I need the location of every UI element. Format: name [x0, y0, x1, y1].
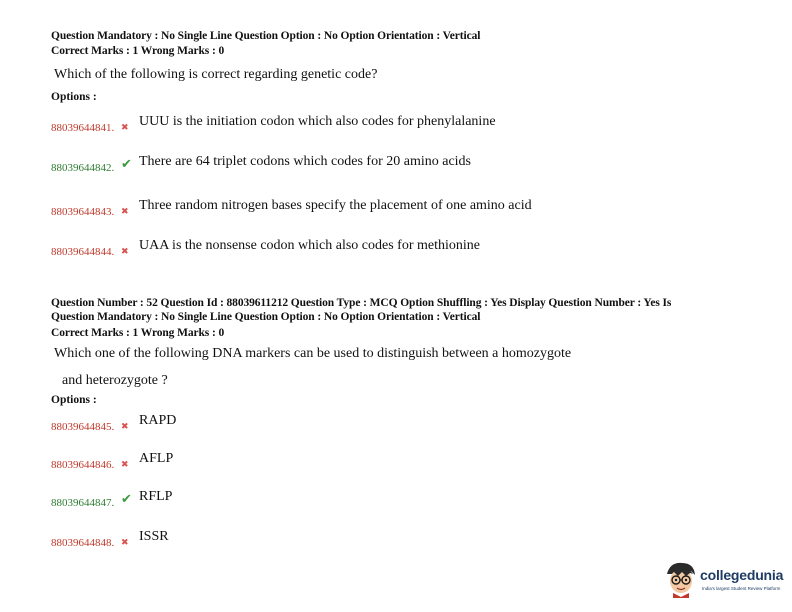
- question-meta-line: Question Mandatory : No Single Line Question Option : No Option Orientation : Vertical: [51, 311, 481, 323]
- mascot-icon: [664, 560, 698, 598]
- collegedunia-logo: [664, 560, 786, 600]
- marks-line: Correct Marks : 1 Wrong Marks : 0: [51, 45, 225, 57]
- options-label: Options :: [51, 394, 97, 406]
- option-id: 88039644841.: [51, 122, 115, 134]
- check-icon: ✔: [121, 492, 132, 507]
- option-text: RAPD: [139, 413, 177, 428]
- question-meta-line: Question Number : 52 Question Id : 88039611212 Question Type : MCQ Option Shuffling : Yes Display Question Number : Yes Is: [51, 297, 672, 309]
- option-text: There are 64 triplet codons which codes for 20 amino acids: [139, 154, 472, 169]
- cross-icon: ✖: [121, 247, 129, 257]
- option-id: 88039644845.: [51, 421, 115, 433]
- option-id: 88039644847.: [51, 497, 115, 509]
- options-label: Options :: [51, 91, 97, 103]
- cross-icon: ✖: [121, 123, 129, 133]
- marks-line: Correct Marks : 1 Wrong Marks : 0: [51, 327, 225, 339]
- option-text: UUU is the initiation codon which also codes for phenylalanine: [139, 114, 496, 129]
- option-id: 88039644842.: [51, 162, 115, 174]
- option-text: AFLP: [139, 451, 174, 466]
- brand-name: collegedunia: [700, 567, 784, 583]
- option-text: UAA is the nonsense codon which also codes for methionine: [139, 238, 480, 253]
- question-meta-line: Question Mandatory : No Single Line Question Option : No Option Orientation : Vertical: [51, 30, 481, 42]
- question-text-continued: and heterozygote ?: [62, 373, 168, 388]
- cross-icon: ✖: [121, 538, 129, 548]
- cross-icon: ✖: [121, 207, 129, 217]
- check-icon: ✔: [121, 157, 132, 172]
- option-text: Three random nitrogen bases specify the placement of one amino acid: [139, 198, 532, 213]
- option-id: 88039644843.: [51, 206, 115, 218]
- option-id: 88039644846.: [51, 459, 115, 471]
- cross-icon: ✖: [121, 422, 129, 432]
- question-text: Which of the following is correct regarding genetic code?: [54, 67, 378, 82]
- option-text: RFLP: [139, 489, 173, 504]
- option-text: ISSR: [139, 529, 169, 544]
- cross-icon: ✖: [121, 460, 129, 470]
- option-id: 88039644848.: [51, 537, 115, 549]
- brand-tagline: India's largest Student Review Platform: [702, 586, 781, 591]
- option-id: 88039644844.: [51, 246, 115, 258]
- question-text: Which one of the following DNA markers can be used to distinguish between a homozygote: [54, 346, 572, 361]
